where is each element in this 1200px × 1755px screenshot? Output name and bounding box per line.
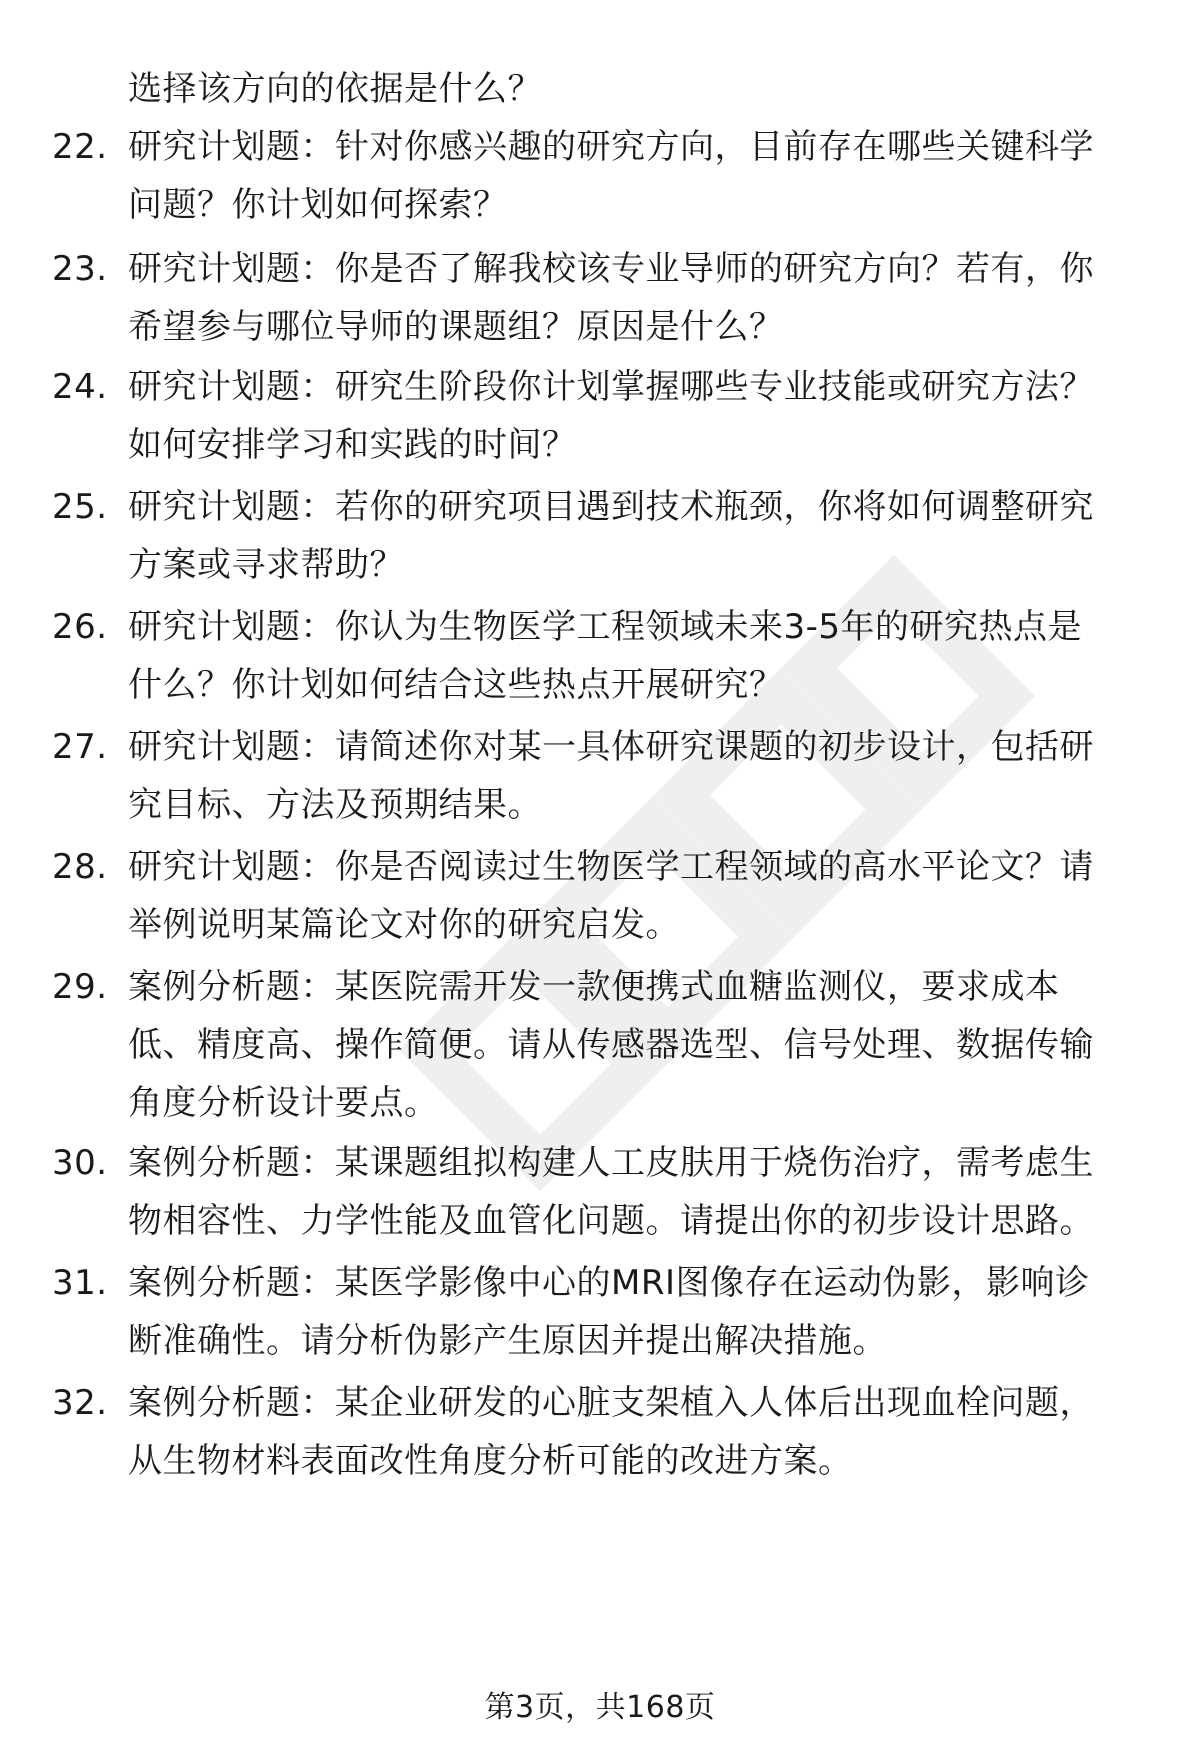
question-text: 研究计划题：研究生阶段你计划掌握哪些专业技能或研究方法？ 如何安排学习和实践的时间？ — [128, 367, 1094, 465]
question-number: 26. — [52, 607, 108, 647]
question-number: 24. — [52, 367, 108, 407]
question-text: 研究计划题：若你的研究项目遇到技术瓶颈，你将如何调整研究 方案或寻求帮助？ — [128, 487, 1094, 585]
question-number: 30. — [52, 1143, 108, 1183]
question-text: 案例分析题：某课题组拟构建人工皮肤用于烧伤治疗，需考虑生 物相容性、力学性能及血管化问题。请提出你的初步设计思路。 — [128, 1143, 1094, 1241]
continued-question-text: 选择该方向的依据是什么？ — [128, 69, 542, 109]
question-text: 研究计划题：你认为生物医学工程领域未来3-5年的研究热点是 什么？你计划如何结合这些热点开展研究？ — [128, 607, 1083, 705]
question-number: 22. — [52, 127, 108, 167]
question-text: 案例分析题：某企业研发的心脏支架植入人体后出现血栓问题， 从生物材料表面改性角度分析可能的改进方案。 — [128, 1383, 1094, 1481]
page-number-footer: 第3页，共168页 — [484, 1690, 716, 1725]
question-number: 23. — [52, 249, 108, 289]
question-number: 32. — [52, 1383, 108, 1423]
question-number: 31. — [52, 1263, 108, 1303]
question-text: 研究计划题：你是否阅读过生物医学工程领域的高水平论文？请 举例说明某篇论文对你的研究启发。 — [128, 847, 1094, 945]
question-text: 案例分析题：某医院需开发一款便携式血糖监测仪，要求成本 低、精度高、操作简便。请从传感器选型、信号处理、数据传输 角度分析设计要点。 — [128, 967, 1094, 1123]
question-text: 研究计划题：你是否了解我校该专业导师的研究方向？若有，你 希望参与哪位导师的课题组？原因是什么？ — [128, 249, 1094, 347]
question-text: 研究计划题：请简述你对某一具体研究课题的初步设计，包括研 究目标、方法及预期结果。 — [128, 727, 1094, 825]
question-number: 27. — [52, 727, 108, 767]
question-number: 28. — [52, 847, 108, 887]
question-text: 案例分析题：某医学影像中心的MRI图像存在运动伪影，影响诊 断准确性。请分析伪影产生原因并提出解决措施。 — [128, 1263, 1090, 1361]
question-number: 25. — [52, 487, 108, 527]
question-number: 29. — [52, 967, 108, 1007]
question-text: 研究计划题：针对你感兴趣的研究方向，目前存在哪些关键科学 问题？你计划如何探索？ — [128, 127, 1094, 225]
